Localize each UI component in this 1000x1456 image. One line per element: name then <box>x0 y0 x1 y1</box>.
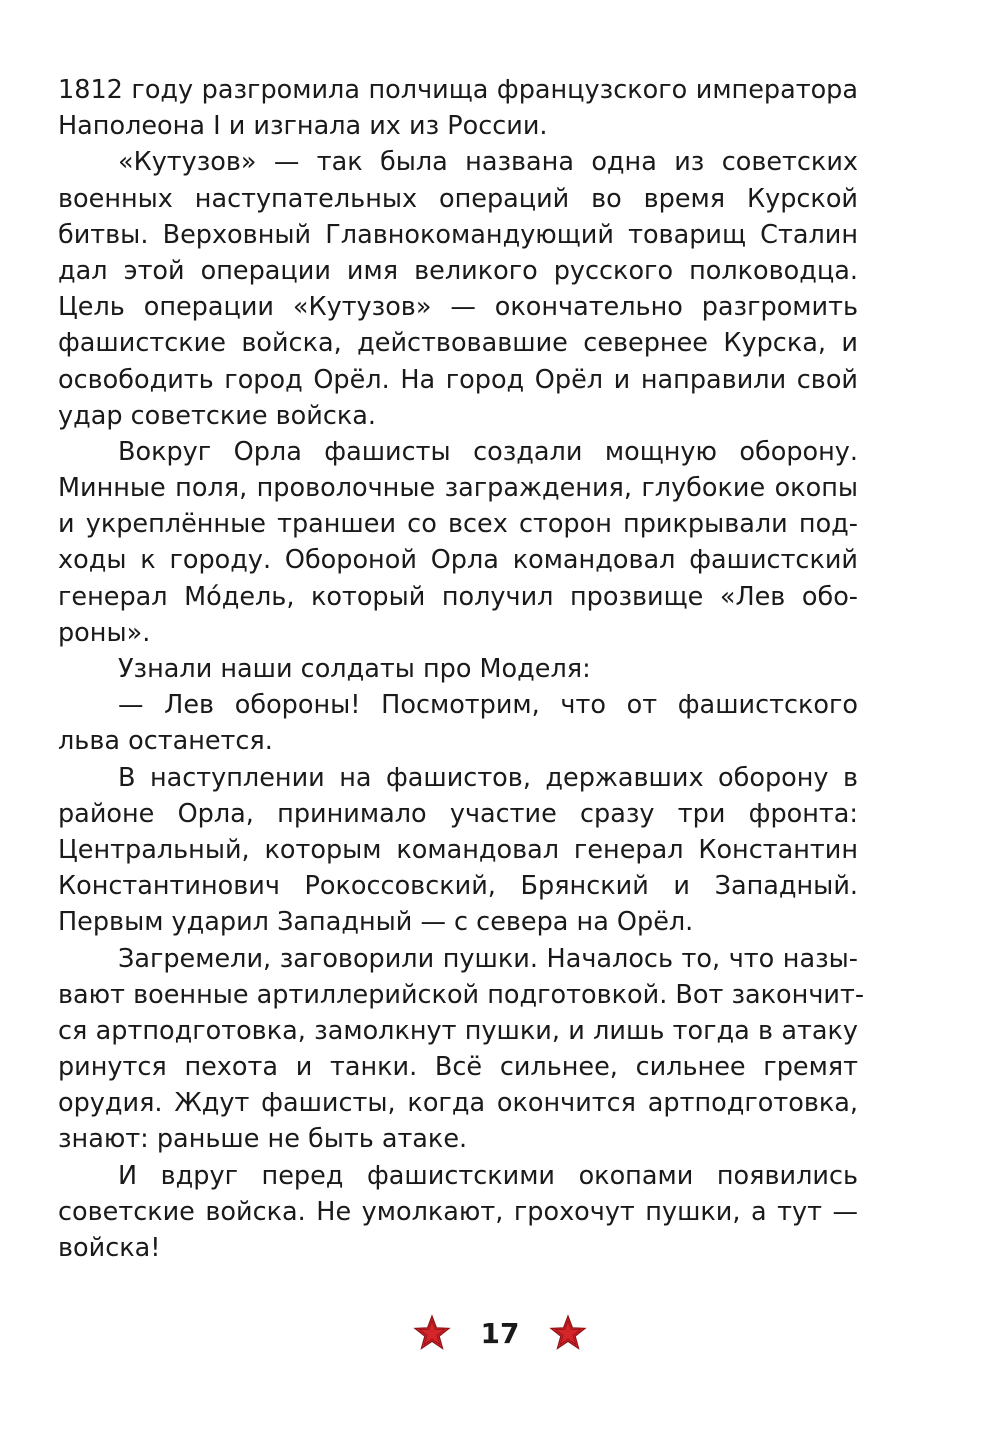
text-line: фашистские войска, действовавшие севернее Курска, и <box>58 328 858 359</box>
text-line: — Лев обороны! Посмотрим, что от фашистского <box>118 690 858 721</box>
text-line: войска! <box>58 1233 161 1263</box>
text-line: Узнали наши солдаты про Моделя: <box>118 654 591 684</box>
text-line: льва останется. <box>58 726 273 757</box>
text-line: дал этой операции имя великого русского полководца. <box>58 255 858 286</box>
text-line: битвы. Верховный Главнокомандующий товарищ Сталин <box>58 219 858 250</box>
red-star-icon <box>413 1314 451 1352</box>
text-line: Минные поля, проволочные заграждения, глубокие окопы <box>58 473 858 504</box>
page-number: 17 <box>480 1316 520 1350</box>
text-line: знают: раньше не быть атаке. <box>58 1124 468 1155</box>
text-line: ходы к городу. Обороной Орла командовал фашистский <box>58 545 858 576</box>
text-line: Наполеона I и изгнала их из России. <box>58 111 548 142</box>
text-line: удар советские войска. <box>58 400 376 431</box>
text-line: В наступлении на фашистов, державших оборону в <box>118 762 858 793</box>
text-line: ринутся пехота и танки. Всё сильнее, сильнее гремят <box>58 1052 858 1083</box>
page-footer <box>0 1305 1000 1361</box>
text-line: освободить город Орёл. На город Орёл и направили свой <box>58 364 858 395</box>
text-line: Константинович Рокоссовский, Брянский и Западный. <box>58 871 858 902</box>
text-line: генерал Мóдель, который получил прозвище «Лев обо- <box>58 581 858 612</box>
text-line: «Кутузов» — так была названа одна из советских <box>118 147 858 178</box>
text-line: районе Орла, принимало участие сразу три фронта: <box>58 798 858 829</box>
text-line: военных наступательных операций во время Курской <box>58 183 858 214</box>
text-line: Загремели, заговорили пушки. Началось то, что назы- <box>118 943 858 974</box>
text-line: вают военные артиллерийской подготовкой. Вот закончит- <box>58 979 865 1010</box>
text-line: советские войска. Не умолкают, грохочут пушки, а тут — <box>58 1196 858 1227</box>
text-line: Центральный, которым командовал генерал Константин <box>58 834 858 865</box>
text-line: орудия. Ждут фашисты, когда окончится артподготовка, <box>58 1088 858 1119</box>
text-line: роны». <box>58 617 151 648</box>
text-line: Первым ударил Западный — с севера на Орёл. <box>58 907 694 938</box>
text-line: ся артподготовка, замолкнут пушки, и лишь тогда в атаку <box>58 1015 858 1046</box>
text-line: И вдруг перед фашистскими окопами появились <box>118 1160 858 1191</box>
body-text <box>58 72 865 1266</box>
text-line: Цель операции «Кутузов» — окончательно разгромить <box>58 292 858 323</box>
red-star-icon <box>549 1314 587 1352</box>
text-line: 1812 году разгромила полчища французского императора <box>58 75 858 105</box>
text-line: Вокруг Орла фашисты создали мощную оборону. <box>118 436 858 467</box>
text-line: и укреплённые траншеи со всех сторон прикрывали под- <box>58 509 858 540</box>
